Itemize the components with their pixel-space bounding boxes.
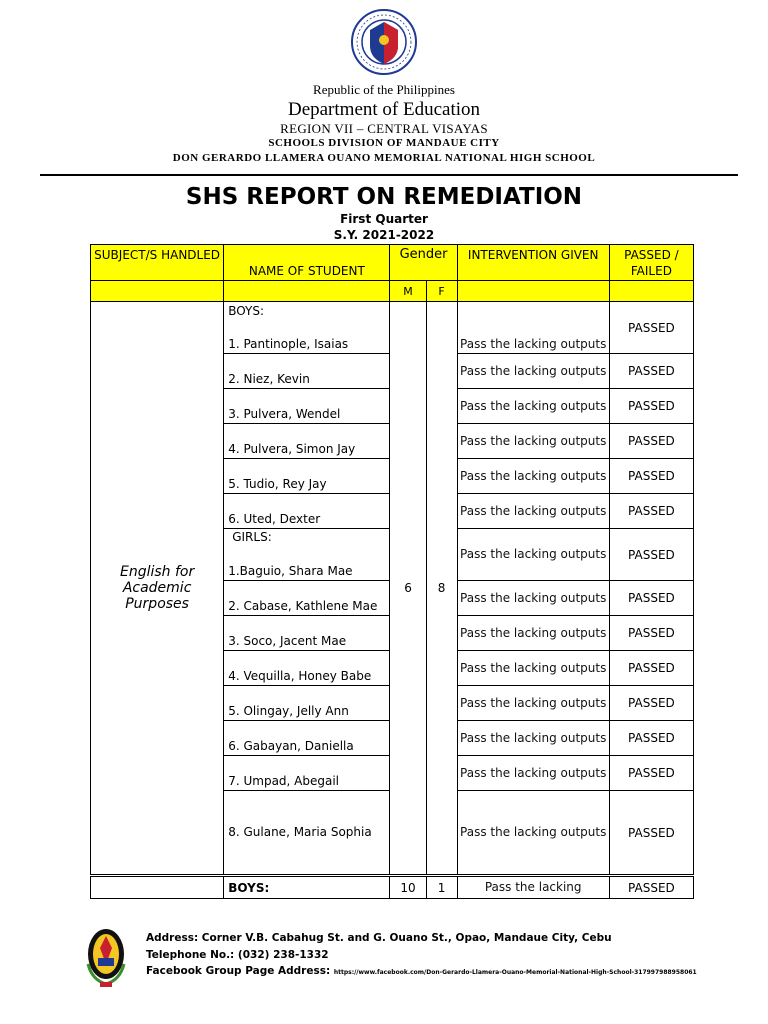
intervention-cell: Pass the lacking outputs	[457, 354, 609, 389]
student-name: 8. Gulane, Maria Sophia	[228, 824, 372, 839]
republic-heading: Republic of the Philippines	[313, 82, 455, 97]
footer-address: Address: Corner V.B. Cabahug St. and G. Ouano St., Opao, Mandaue City, Cebu	[146, 932, 612, 944]
intervention-cell: Pass the lacking outputs	[457, 651, 609, 686]
department-heading: Department of Education	[287, 99, 481, 120]
student-name-cell	[224, 616, 390, 651]
intervention-cell: Pass the lacking outputs	[457, 616, 609, 651]
intervention-cell: Pass the lacking outputs	[457, 302, 609, 354]
status-cell: PASSED	[609, 651, 693, 686]
student-name-cell	[224, 459, 390, 494]
remediation-table	[90, 244, 694, 899]
male-count: 6	[390, 302, 426, 875]
footer-telephone: Telephone No.: (032) 238-1332	[146, 949, 329, 961]
intervention-cell: Pass the lacking outputs	[457, 791, 609, 875]
report-title: SHS REPORT ON REMEDIATION	[185, 184, 583, 210]
status-cell: PASSED	[609, 529, 693, 581]
student-name-cell	[224, 721, 390, 756]
boys-label: BOYS:	[228, 304, 265, 318]
student-name: 6. Uted, Dexter	[228, 512, 321, 526]
student-name-cell	[224, 651, 390, 686]
student-name-cell	[224, 354, 390, 389]
male-header: M	[390, 281, 426, 302]
status-cell: PASSED	[609, 354, 693, 389]
status-cell: PASSED	[609, 616, 693, 651]
status-cell: PASSED	[609, 459, 693, 494]
table-row	[91, 302, 694, 354]
student-name: 5. Olingay, Jelly Ann	[228, 704, 349, 718]
female-count: 1	[426, 877, 457, 899]
student-name: 2. Niez, Kevin	[228, 372, 310, 386]
female-count: 8	[426, 302, 457, 875]
subject-header: SUBJECT/S HANDLED	[91, 245, 224, 281]
subject-cell: English for Academic Purposes	[91, 302, 224, 875]
table-row	[91, 877, 694, 899]
subheader-empty-cell	[224, 281, 390, 302]
status-cell: PASSED	[609, 756, 693, 791]
student-name: 7. Umpad, Abegail	[228, 774, 340, 788]
student-name-cell	[224, 686, 390, 721]
facebook-label: Facebook Group Page Address:	[146, 965, 334, 977]
student-name: 1. Pantinople, Isaias	[228, 337, 349, 351]
student-name-cell	[224, 302, 390, 354]
intervention-cell: Pass the lacking outputs	[457, 581, 609, 616]
facebook-link[interactable]: https://www.facebook.com/Don-Gerardo-Llamera-Ouano-Memorial-National-High-School-317997988958061	[333, 969, 697, 976]
intervention-cell: Pass the lacking	[457, 877, 609, 899]
student-name: 5. Tudio, Rey Jay	[228, 477, 327, 491]
header-divider	[40, 174, 738, 176]
intervention-cell: Pass the lacking outputs	[457, 529, 609, 581]
student-name-cell	[224, 756, 390, 791]
passed-failed-header: PASSED / FAILED	[609, 245, 693, 281]
school-logo	[82, 924, 130, 990]
intervention-cell: Pass the lacking outputs	[457, 424, 609, 459]
student-name-cell	[224, 389, 390, 424]
student-name: 1.Baguio, Shara Mae	[228, 564, 353, 578]
female-header: F	[426, 281, 457, 302]
status-cell: PASSED	[609, 302, 693, 354]
student-name: 6. Gabayan, Daniella	[228, 739, 354, 753]
intervention-cell: Pass the lacking outputs	[457, 721, 609, 756]
deped-seal-logo	[350, 8, 418, 76]
student-name: 2. Cabase, Kathlene Mae	[228, 599, 378, 613]
subheader-empty-cell	[457, 281, 609, 302]
intervention-cell: Pass the lacking outputs	[457, 686, 609, 721]
student-name-cell	[224, 791, 390, 875]
school-heading: DON GERARDO LLAMERA OUANO MEMORIAL NATIONAL HIGH SCHOOL	[172, 152, 596, 164]
status-cell: PASSED	[609, 791, 693, 875]
status-cell: PASSED	[609, 424, 693, 459]
status-cell: PASSED	[609, 721, 693, 756]
subject-cell	[91, 877, 224, 899]
status-cell: PASSED	[609, 389, 693, 424]
intervention-cell: Pass the lacking outputs	[457, 459, 609, 494]
student-name-cell	[224, 529, 390, 581]
intervention-header: INTERVENTION GIVEN	[457, 245, 609, 281]
subheader-empty-cell	[91, 281, 224, 302]
status-cell: PASSED	[609, 494, 693, 529]
gender-header: Gender	[390, 245, 457, 281]
girls-label: GIRLS:	[232, 530, 272, 544]
report-school-year: S.Y. 2021-2022	[333, 228, 435, 242]
student-name: 3. Soco, Jacent Mae	[228, 634, 347, 648]
student-name: 3. Pulvera, Wendel	[228, 407, 341, 421]
intervention-cell: Pass the lacking outputs	[457, 756, 609, 791]
table-header-row	[91, 245, 694, 281]
division-heading: SCHOOLS DIVISION OF MANDAUE CITY	[268, 137, 500, 149]
student-name-cell	[224, 494, 390, 529]
intervention-cell: Pass the lacking outputs	[457, 494, 609, 529]
footer-facebook	[146, 965, 697, 977]
student-name-cell	[224, 581, 390, 616]
name-header: NAME OF STUDENT	[224, 245, 390, 281]
subheader-empty-cell	[609, 281, 693, 302]
student-name: 4. Vequilla, Honey Babe	[228, 669, 372, 683]
status-cell: PASSED	[609, 581, 693, 616]
table-subheader-row	[91, 281, 694, 302]
intervention-cell: Pass the lacking outputs	[457, 389, 609, 424]
status-cell: PASSED	[609, 877, 693, 899]
region-heading: REGION VII – CENTRAL VISAYAS	[280, 121, 488, 136]
student-name-cell	[224, 424, 390, 459]
student-name: 4. Pulvera, Simon Jay	[228, 442, 356, 456]
boys-label: BOYS:	[224, 877, 390, 899]
report-quarter: First Quarter	[340, 212, 428, 226]
male-count: 10	[390, 877, 426, 899]
status-cell: PASSED	[609, 686, 693, 721]
